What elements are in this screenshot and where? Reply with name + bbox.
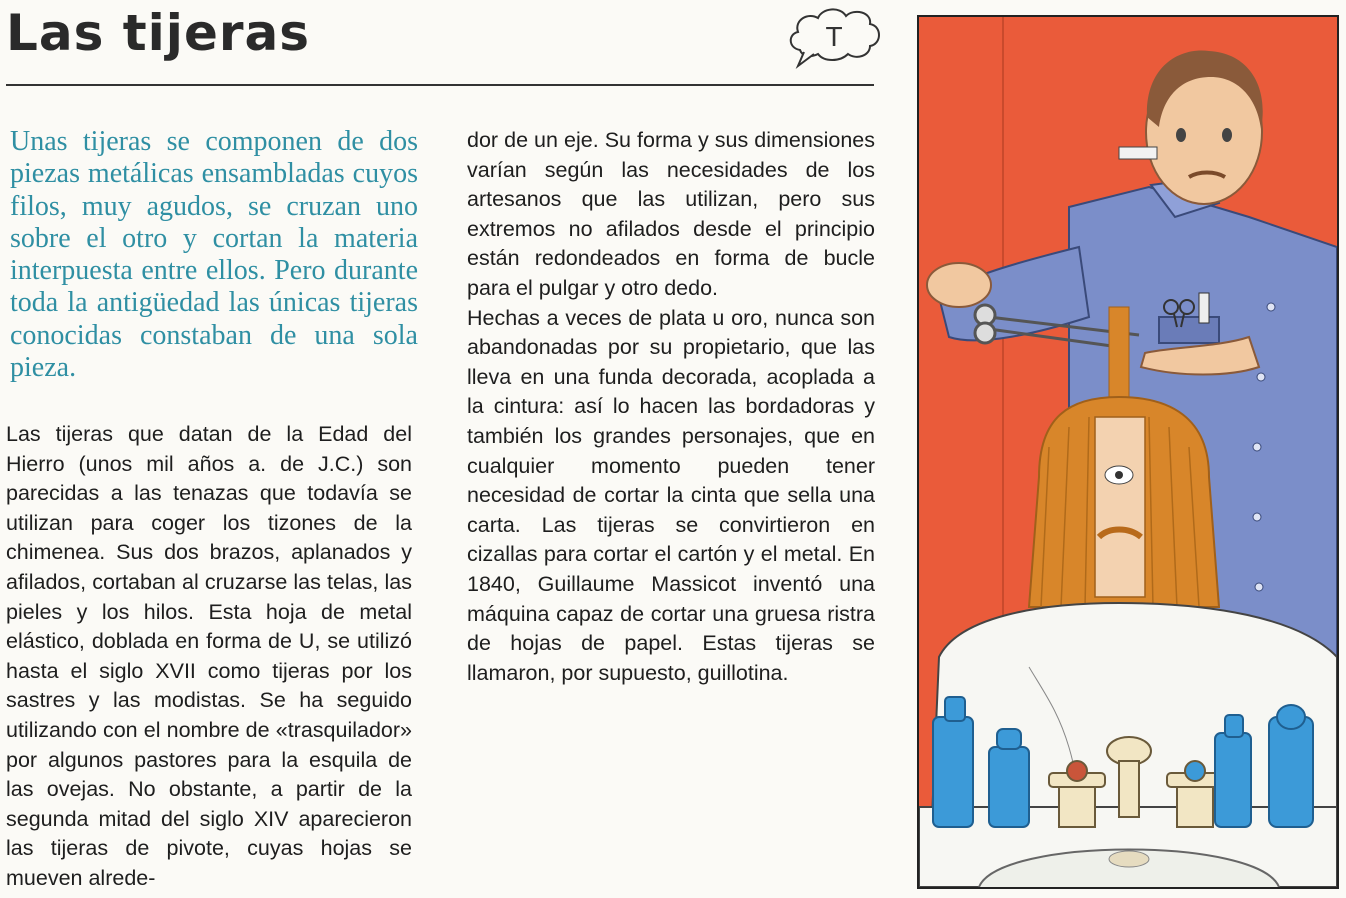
badge-letter: T — [825, 21, 843, 52]
barber-illustration — [917, 15, 1339, 889]
title-divider — [6, 84, 874, 86]
lead-paragraph: Unas tijeras se componen de dos piezas metálicas ensambladas cuyos filos, muy agudos, se cruzan uno sobre el otro y cortan la materia interpuesta entre ellos. Pero durante toda la antigüedad las únicas tijeras conocidas constaban de una sola pieza. — [10, 126, 418, 384]
barber-scene-image — [919, 17, 1337, 887]
body-column-2 — [467, 126, 875, 688]
cloud-icon — [786, 4, 886, 70]
body-column-2-paragraph-1: dor de un eje. Su forma y sus dimensiones varían según las necesidades de los artesanos que las utilizan, pero sus extremos no afilados desde el principio están redondeados en forma de bucle para el pulgar y otro dedo. — [467, 128, 875, 300]
topic-badge — [786, 4, 886, 70]
page-title: Las tijeras — [6, 4, 311, 62]
body-column-2-paragraph-2: Hechas a veces de plata u oro, nunca son abandonadas por su propietario, que las lleva en una funda decorada, acoplada a la cintura: así lo hacen las bordadoras y también los grandes personajes, que en cualquier momento pueden tener necesidad de cortar la cinta que sella una carta. Las tijeras se convirtieron en cizallas para cortar el cartón y el metal. En 1840, Guillaume Massicot inventó una máquina capaz de cortar una gruesa ristra de hojas de papel. Estas tijeras se llamaron, por supuesto, guillotina. — [467, 305, 875, 685]
body-column-1: Las tijeras que datan de la Edad del Hierro (unos mil años a. de J.C.) son parecidas a las tenazas que todavía se utilizan para coger los tizones de la chimenea. Sus dos brazos, aplanados y afilados, cortaban al cruzarse las telas, las pieles y los hilos. Esta hoja de metal elástico, doblada en forma de U, se utilizó hasta el siglo XVII como tijeras por los sastres y las modistas. Se ha seguido utilizando con el nombre de «trasquilador» por algunos pastores para la esquila de las ovejas. No obstante, a partir de la segunda mitad del siglo XIV aparecieron las tijeras de pivote, cuyas hojas se mueven alrede- — [6, 422, 412, 890]
